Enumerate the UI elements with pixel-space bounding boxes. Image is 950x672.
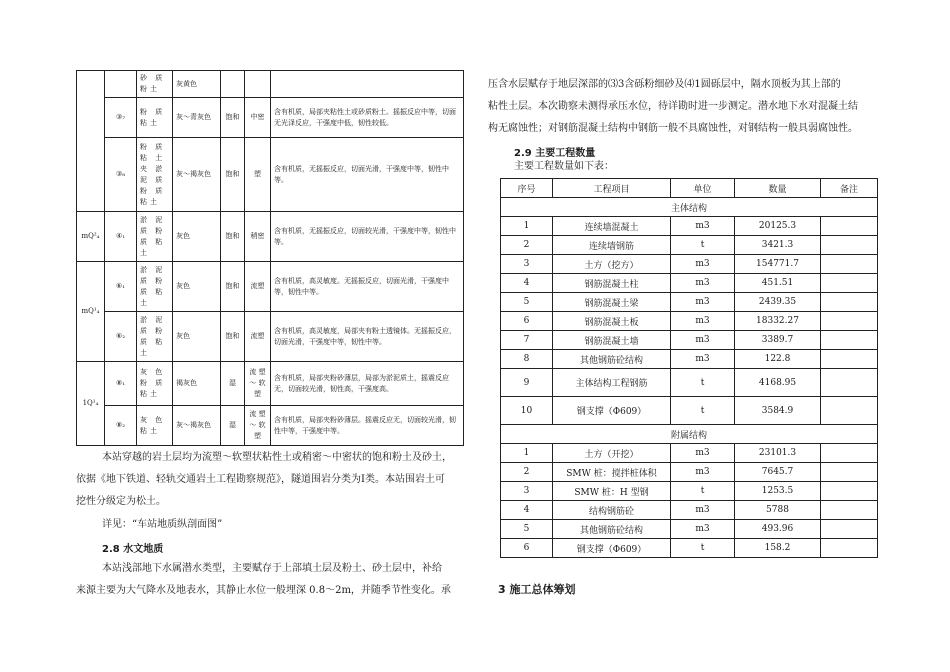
- group-label: 附属结构: [501, 425, 878, 444]
- paragraph-line: 本站穿越的岩土层均为流塑～软塑状粘性土或稍密～中密状的饱和粉土及砂土，: [102, 452, 452, 463]
- remark-cell: [821, 444, 878, 463]
- unit-cell: m3: [671, 217, 735, 236]
- density-cell: [245, 71, 271, 98]
- table-row: [501, 331, 878, 350]
- quantity-cell: 3421.3: [735, 236, 821, 255]
- item-cell: 土方（挖方）: [553, 255, 671, 274]
- quantity-table-body: [501, 198, 878, 558]
- soil-name-cell: 砂 质 粉土: [137, 71, 173, 98]
- color-cell: 灰黄色: [173, 71, 221, 98]
- description-cell: 含有机质，局部夹粉砂薄层，局部为淤泥质土，摇震反应无，切面较光滑，韧性高，干强度高。: [271, 362, 464, 406]
- remark-cell: [821, 312, 878, 331]
- description-cell: 含有机质，无摇振反应，切面较光滑，干强度中等，韧性中等。: [271, 212, 464, 262]
- soil-name-cell: 粉 质 粘土: [137, 98, 173, 138]
- group-label: 主体结构: [501, 198, 878, 217]
- quantity-cell: 5788: [735, 501, 821, 520]
- section-heading-3: 3 施工总体筹划: [498, 583, 576, 596]
- remark-cell: [821, 350, 878, 369]
- quantity-cell: 451.51: [735, 274, 821, 293]
- unit-cell: m3: [671, 255, 735, 274]
- description-cell: 含有机质，高灵敏度。无摇振反应，切面光滑，干强度中等，韧性中等。: [271, 262, 464, 312]
- density-cell: 流 塑 ～ 软 塑: [245, 406, 271, 446]
- quantity-cell: 20125.3: [735, 217, 821, 236]
- soil-name-cell: 淤 泥 质 粉 质 粘 土: [137, 262, 173, 312]
- table-intro: 主要工程数量如下表：: [514, 161, 614, 172]
- table-row: [77, 71, 464, 98]
- layer-number-cell: ④₁: [105, 212, 137, 262]
- paragraph-line: 依据《地下铁道、轻轨交通岩土工程勘察规范》，隧道围岩分类为Ⅰ类。本站围岩土可: [76, 474, 445, 485]
- unit-cell: m3: [671, 331, 735, 350]
- description-cell: 含有机质，高灵敏度，局部夹有粉土透镜体。无摇振反应，切面光滑，干强度中等，韧性中等。: [271, 312, 464, 362]
- remark-cell: [821, 397, 878, 425]
- moisture-cell: 饱和: [221, 138, 245, 212]
- table-row: [501, 444, 878, 463]
- unit-cell: m3: [671, 520, 735, 539]
- index-cell: 6: [501, 539, 553, 558]
- remark-cell: [821, 501, 878, 520]
- item-cell: 钢筋混凝土墙: [553, 331, 671, 350]
- header-cell: 数量: [735, 179, 821, 198]
- header-cell: 工程项目: [553, 179, 671, 198]
- quantity-cell: 1253.5: [735, 482, 821, 501]
- index-cell: 9: [501, 369, 553, 397]
- unit-cell: m3: [671, 293, 735, 312]
- item-cell: 钢支撑（Φ609）: [553, 539, 671, 558]
- table-row: [501, 217, 878, 236]
- description-cell: [271, 71, 464, 98]
- layer-number-cell: ⑧₂: [105, 406, 137, 446]
- index-cell: 5: [501, 293, 553, 312]
- remark-cell: [821, 236, 878, 255]
- color-cell: 灰色: [173, 262, 221, 312]
- description-cell: 含有机质，无摇振反应，切面光滑，干强度中等，韧性中等。: [271, 138, 464, 212]
- unit-cell: t: [671, 482, 735, 501]
- paragraph-line: 粘性土层。本次勘察未测得承压水位，待详勘时进一步测定。潜水地下水对混凝土结: [488, 101, 858, 112]
- density-cell: 稍密: [245, 212, 271, 262]
- remark-cell: [821, 369, 878, 397]
- remark-cell: [821, 331, 878, 350]
- color-cell: 灰～青灰色: [173, 98, 221, 138]
- moisture-cell: 饱和: [221, 262, 245, 312]
- item-cell: 主体结构工程钢筋: [553, 369, 671, 397]
- density-cell: 塑: [245, 138, 271, 212]
- table-row: [77, 262, 464, 312]
- item-cell: 连续墙混凝土: [553, 217, 671, 236]
- geology-table: [76, 70, 464, 446]
- item-cell: 其他钢筋砼结构: [553, 350, 671, 369]
- item-cell: 土方（开挖）: [553, 444, 671, 463]
- table-row: [77, 312, 464, 362]
- item-cell: 钢筋混凝土板: [553, 312, 671, 331]
- remark-cell: [821, 255, 878, 274]
- remark-cell: [821, 520, 878, 539]
- item-cell: 结构钢筋砼: [553, 501, 671, 520]
- density-cell: 流塑: [245, 262, 271, 312]
- quantity-cell: 7645.7: [735, 463, 821, 482]
- index-cell: 1: [501, 444, 553, 463]
- quantity-table: [500, 178, 878, 558]
- stratum-group-cell: 1Q¹₄: [77, 362, 105, 446]
- color-cell: 灰色: [173, 312, 221, 362]
- quantity-cell: 493.96: [735, 520, 821, 539]
- moisture-cell: 湿: [221, 406, 245, 446]
- header-cell: 序号: [501, 179, 553, 198]
- unit-cell: m3: [671, 501, 735, 520]
- unit-cell: t: [671, 397, 735, 425]
- table-row: [501, 255, 878, 274]
- color-cell: 灰色: [173, 212, 221, 262]
- layer-number-cell: ⑥₁: [105, 262, 137, 312]
- quantity-cell: 122.8: [735, 350, 821, 369]
- layer-number-cell: ③₈: [105, 138, 137, 212]
- header-cell: 备注: [821, 179, 878, 198]
- moisture-cell: 饱和: [221, 312, 245, 362]
- moisture-cell: 湿: [221, 362, 245, 406]
- quantity-cell: 154771.7: [735, 255, 821, 274]
- moisture-cell: 饱和: [221, 98, 245, 138]
- color-cell: 灰～褐灰色: [173, 138, 221, 212]
- section-heading-2-9: 2.9 主要工程数量: [514, 148, 596, 159]
- item-cell: 钢筋混凝土梁: [553, 293, 671, 312]
- index-cell: 3: [501, 482, 553, 501]
- unit-cell: m3: [671, 312, 735, 331]
- description-cell: 含有机质，局部夹粉砂薄层。摇震反应无，切面较光滑，韧性中等，干强度中等。: [271, 406, 464, 446]
- table-row: [501, 397, 878, 425]
- header-cell: 单位: [671, 179, 735, 198]
- density-cell: 流塑: [245, 312, 271, 362]
- table-row: [501, 274, 878, 293]
- unit-cell: m3: [671, 444, 735, 463]
- layer-number-cell: ⑧₁: [105, 362, 137, 406]
- unit-cell: t: [671, 539, 735, 558]
- paragraph-line: 构无腐蚀性；对钢筋混凝土结构中钢筋一般不具腐蚀性，对钢结构一般具弱腐蚀性。: [488, 123, 858, 134]
- section-heading-2-8: 2.8 水文地质: [102, 544, 164, 555]
- table-row: [501, 236, 878, 255]
- index-cell: 4: [501, 274, 553, 293]
- stratum-group-cell: mQ¹₄: [77, 262, 105, 362]
- quantity-cell: 158.2: [735, 539, 821, 558]
- table-row: [77, 406, 464, 446]
- unit-cell: t: [671, 369, 735, 397]
- unit-cell: m3: [671, 274, 735, 293]
- quantity-cell: 3584.9: [735, 397, 821, 425]
- group-header-row: [501, 425, 878, 444]
- index-cell: 1: [501, 217, 553, 236]
- index-cell: 2: [501, 236, 553, 255]
- table-row: [77, 362, 464, 406]
- table-header-row: [501, 179, 878, 198]
- stratum-group-cell: mQ²₄: [77, 212, 105, 262]
- table-row: [501, 539, 878, 558]
- index-cell: 10: [501, 397, 553, 425]
- remark-cell: [821, 463, 878, 482]
- index-cell: 4: [501, 501, 553, 520]
- table-row: [501, 312, 878, 331]
- layer-number-cell: ③₇: [105, 98, 137, 138]
- color-cell: 灰～褐灰色: [173, 406, 221, 446]
- index-cell: 7: [501, 331, 553, 350]
- unit-cell: t: [671, 236, 735, 255]
- soil-name-cell: 粉 质 粘 土 夹 淤 泥 质 粉 质 粘土: [137, 138, 173, 212]
- item-cell: SMW 桩：H 型钢: [553, 482, 671, 501]
- group-header-row: [501, 198, 878, 217]
- table-row: [501, 293, 878, 312]
- layer-number-cell: ⑥₂: [105, 312, 137, 362]
- item-cell: 钢支撑（Φ609）: [553, 397, 671, 425]
- paragraph-line: 挖性分级定为松土。: [76, 496, 166, 507]
- remark-cell: [821, 539, 878, 558]
- item-cell: 其他钢筋砼结构: [553, 520, 671, 539]
- unit-cell: m3: [671, 350, 735, 369]
- table-row: [501, 520, 878, 539]
- table-row: [501, 482, 878, 501]
- description-cell: 含有机质，局部夹粘性土或砂质粉土。摇振反应中等，切面无光泽反应，干强度中低，韧性较低。: [271, 98, 464, 138]
- density-cell: 流 塑 ～ 软 塑: [245, 362, 271, 406]
- soil-name-cell: 淤 泥 质 粉 质 粘 土: [137, 312, 173, 362]
- moisture-cell: [221, 71, 245, 98]
- density-cell: 中密: [245, 98, 271, 138]
- paragraph-line: 压含水层赋存于地层深部的⑶3含砾粉细砂及⑷1圆砾层中，隔水顶板为其上部的: [488, 79, 841, 90]
- paragraph-line: 来源主要为大气降水及地表水，其静止水位一般埋深 0.8～2m，并随季节性变化。承: [76, 585, 451, 596]
- see-also-note: 详见：“车站地质纵剖面图”: [102, 519, 223, 530]
- index-cell: 2: [501, 463, 553, 482]
- remark-cell: [821, 217, 878, 236]
- soil-name-cell: 灰 色 粉 质 粘土: [137, 362, 173, 406]
- soil-name-cell: 淤 泥 质 粉 质 粘 土: [137, 212, 173, 262]
- quantity-cell: 3389.7: [735, 331, 821, 350]
- table-row: [77, 212, 464, 262]
- quantity-cell: 4168.95: [735, 369, 821, 397]
- stratum-group-cell: [77, 71, 105, 212]
- table-row: [501, 501, 878, 520]
- index-cell: 8: [501, 350, 553, 369]
- quantity-cell: 18332.27: [735, 312, 821, 331]
- table-row: [77, 138, 464, 212]
- index-cell: 6: [501, 312, 553, 331]
- item-cell: 连续墙钢筋: [553, 236, 671, 255]
- table-row: [501, 350, 878, 369]
- color-cell: 褐灰色: [173, 362, 221, 406]
- quantity-cell: 2439.35: [735, 293, 821, 312]
- table-row: [501, 463, 878, 482]
- remark-cell: [821, 274, 878, 293]
- table-row: [77, 98, 464, 138]
- unit-cell: m3: [671, 463, 735, 482]
- index-cell: 5: [501, 520, 553, 539]
- quantity-cell: 23101.3: [735, 444, 821, 463]
- table-row: [501, 369, 878, 397]
- item-cell: SMW 桩：搅拌桩体积: [553, 463, 671, 482]
- layer-number-cell: [105, 71, 137, 98]
- index-cell: 3: [501, 255, 553, 274]
- remark-cell: [821, 293, 878, 312]
- paragraph-line: 本站浅部地下水属潜水类型，主要赋存于上部填土层及粉土、砂土层中，补给: [102, 563, 442, 574]
- moisture-cell: 饱和: [221, 212, 245, 262]
- remark-cell: [821, 482, 878, 501]
- soil-name-cell: 灰 色 粘土: [137, 406, 173, 446]
- item-cell: 钢筋混凝土柱: [553, 274, 671, 293]
